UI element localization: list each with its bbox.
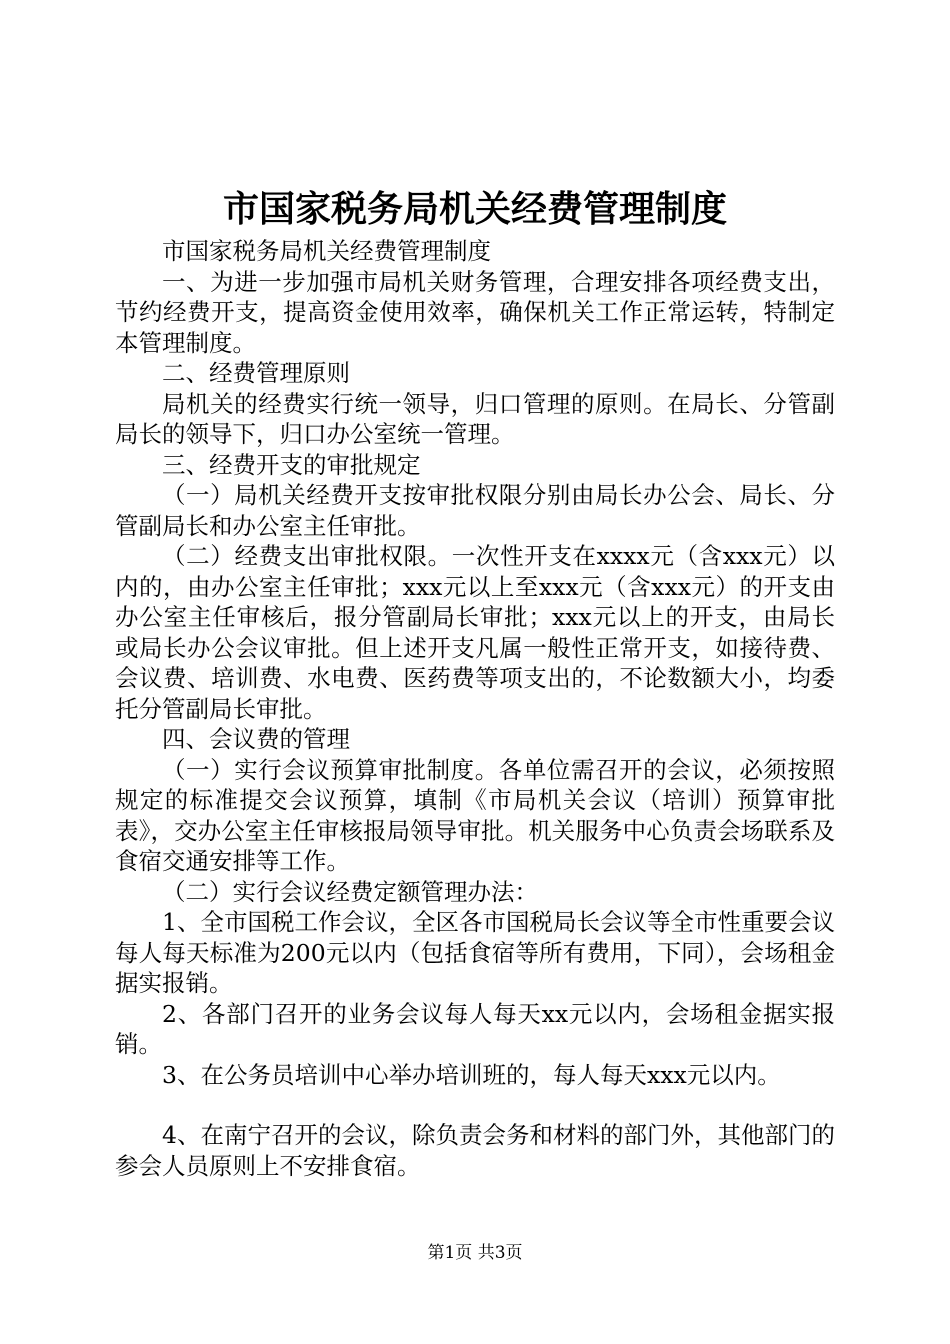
document-title: 市国家税务局机关经费管理制度 [222, 188, 727, 230]
page-number-footer: 第1页 共3页 [427, 1243, 523, 1263]
heading-section-4: 四、会议费的管理 [162, 725, 350, 753]
heading-section-3: 三、经费开支的审批规定 [162, 450, 421, 479]
paragraph-subtitle: 市国家税务局机关经费管理制度 [162, 237, 491, 265]
paragraph-section-4-2: （二）实行会议经费定额管理办法： [162, 877, 538, 906]
list-item-2: 2、各部门召开的业务会议每人每天xx元以内，会场租金据实报销。 [115, 999, 835, 1058]
list-item-4: 4、在南宁召开的会议，除负责会务和材料的部门外，其他部门的参会人员原则上不安排食宿。 [115, 1121, 835, 1180]
list-item-3: 3、在公务员培训中心举办培训班的，每人每天xxx元以内。 [162, 1060, 781, 1089]
paragraph-section-2: 局机关的经费实行统一领导，归口管理的原则。在局长、分管副局长的领导下，归口办公室统一管理。 [115, 389, 835, 448]
paragraph-section-3-2: （二）经费支出审批权限。一次性开支在xxxx元（含xxx元）以内的，由办公室主任审批；xxx元以上至xxx元（含xxx元）的开支由办公室主任审核后，报分管副局长审批；xxx元以上的开支，由局长或局长办公会议审批。但上述开支凡属一般性正常开支，如接待费、会议费、培训费、水电费、医药费等项支出的，不论数额大小，均委托分管副局长审批。 [115, 542, 835, 723]
paragraph-section-1: 一、为进一步加强市局机关财务管理，合理安排各项经费支出，节约经费开支，提高资金使用效率，确保机关工作正常运转，特制定本管理制度。 [115, 267, 835, 357]
document-body [115, 236, 835, 1181]
paragraph-section-4-1: （一）实行会议预算审批制度。各单位需召开的会议，必须按照规定的标准提交会议预算，填制《市局机关会议（培训）预算审批表》，交办公室主任审核报局领导审批。机关服务中心负责会场联系及食宿交通安排等工作。 [115, 755, 835, 875]
heading-section-2: 二、经费管理原则 [162, 359, 350, 387]
list-item-1: 1、全市国税工作会议，全区各市国税局长会议等全市性重要会议每人每天标准为200元以内（包括食宿等所有费用，下同），会场租金据实报销。 [115, 908, 835, 997]
paragraph-section-3-1: （一）局机关经费开支按审批权限分别由局长办公会、局长、分管副局长和办公室主任审批。 [115, 481, 835, 540]
